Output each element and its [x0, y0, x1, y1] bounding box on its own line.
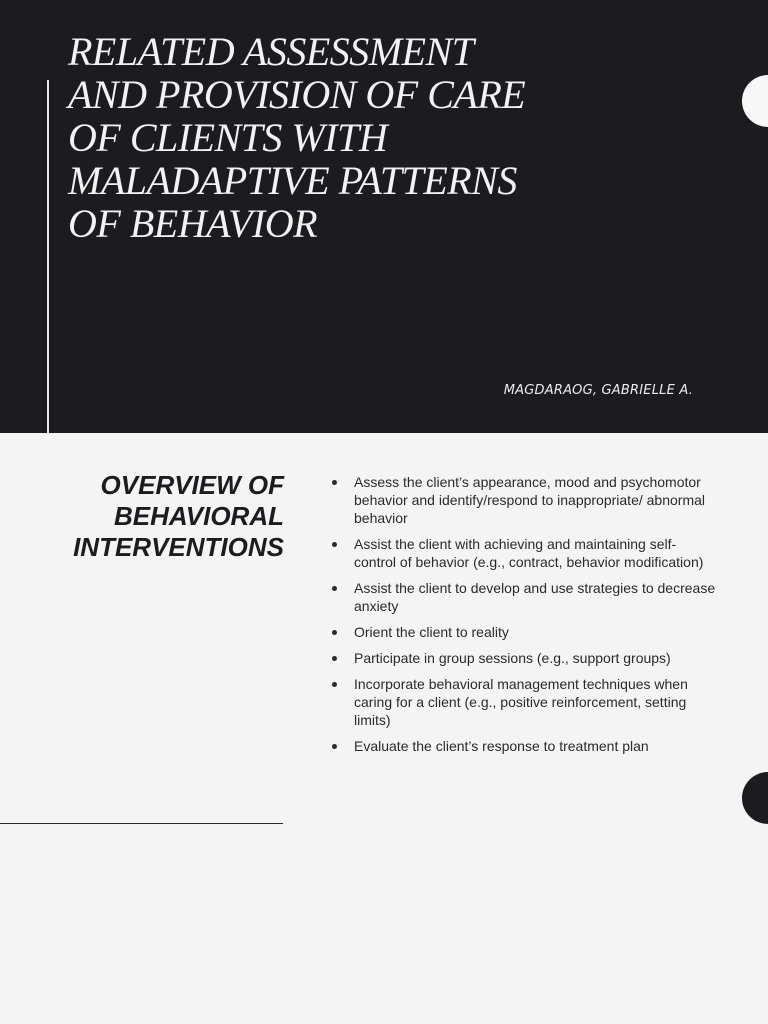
list-item-text: Assist the client with achieving and maintaining self-control of behavior (e.g., contract, behavior modification) [354, 536, 704, 570]
decorative-circle-light [742, 75, 768, 127]
list-item [332, 579, 717, 615]
decorative-circle-dark [742, 772, 768, 824]
bullet-dot-icon [332, 630, 337, 635]
bullet-list [332, 473, 717, 763]
list-item [332, 649, 717, 667]
list-item [332, 473, 717, 527]
bullet-dot-icon [332, 542, 337, 547]
slide-title: RELATED ASSESSMENT AND PROVISION OF CARE OF CLIENTS WITH MALADAPTIVE PATTERNS OF BEHAVIOR [68, 29, 526, 246]
title-slide [0, 0, 768, 433]
list-item-text: Orient the client to reality [354, 624, 509, 640]
list-item [332, 623, 717, 641]
bullet-dot-icon [332, 480, 337, 485]
author-name: MAGDARAOG, GABRIELLE A. [503, 383, 693, 398]
bullet-dot-icon [332, 586, 337, 591]
bullet-dot-icon [332, 656, 337, 661]
list-item-text: Evaluate the client’s response to treatment plan [354, 738, 649, 754]
list-item-text: Incorporate behavioral management techniques when caring for a client (e.g., positive reinforcement, setting limits) [354, 676, 688, 728]
list-item-text: Participate in group sessions (e.g., support groups) [354, 650, 671, 666]
bullet-dot-icon [332, 682, 337, 687]
list-item [332, 675, 717, 729]
list-item-text: Assess the client’s appearance, mood and psychomotor behavior and identify/respond to inappropriate/ abnormal behavior [354, 474, 706, 526]
horizontal-accent-line [0, 823, 283, 824]
vertical-accent-line [47, 80, 49, 433]
section-heading: OVERVIEW OF BEHAVIORAL INTERVENTIONS [73, 470, 284, 562]
list-item [332, 737, 717, 755]
list-item-text: Assist the client to develop and use strategies to decrease anxiety [354, 580, 716, 614]
overview-slide [0, 433, 768, 1024]
list-item [332, 535, 717, 571]
bullet-dot-icon [332, 744, 337, 749]
